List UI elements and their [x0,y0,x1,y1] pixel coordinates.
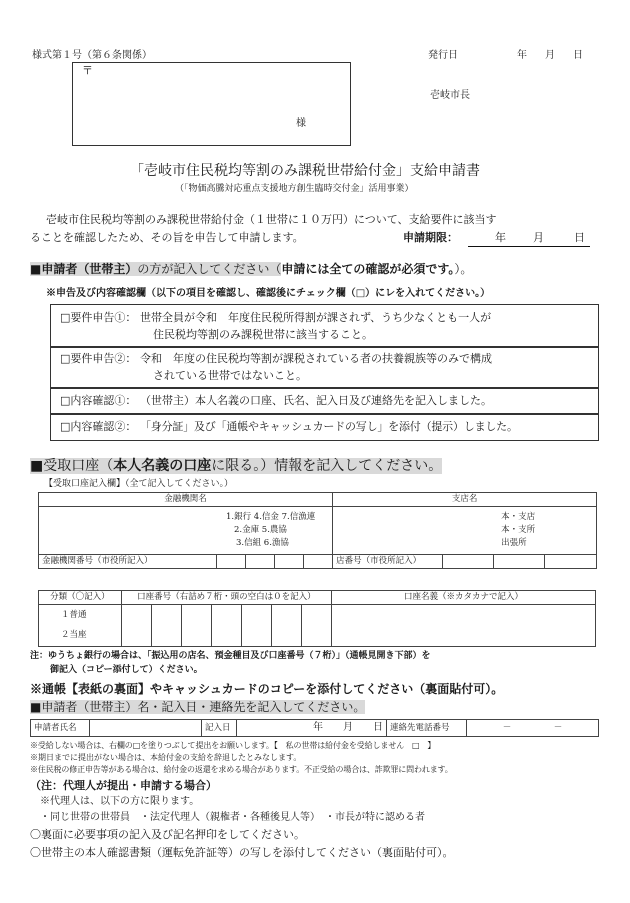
issue-day: 日 [573,50,583,61]
bank-code-digit[interactable] [275,554,304,568]
account-digit[interactable] [241,605,271,647]
proxy-req-1: 〇裏面に必要事項の記入及び記名押印をしてください。 [30,828,305,841]
account-digit[interactable] [271,605,301,647]
account-holder-input[interactable] [331,605,595,647]
section1-heading-b: の方が記入してください（ [137,262,282,276]
account-digit[interactable] [121,605,151,647]
issue-month: 月 [545,50,555,61]
bank-type-line: 1.銀行 4.信金 7.信漁連 [226,511,316,522]
date-label: 記入日 [202,720,237,737]
requirement-1-text: 世帯全員が令和 年度住民税所得割が課されず、うち少なくとも一人が [140,311,492,324]
account-number-header: 口座番号（右詰め７桁・頭の空白は０を記入） [121,591,331,605]
requirement-1-text-2: 住民税均等割のみ課税世帯に該当すること。 [153,328,373,341]
date-month: 月 [343,721,353,733]
deadline-month: 月 [533,231,544,244]
applicant-name-input[interactable] [90,720,202,737]
mayor-label: 壱岐市長 [430,90,470,101]
form-number: 様式第１号（第６条関係） [32,50,152,61]
section1-heading-c: 申請には全ての確認が必須です。 [281,262,455,276]
account-holder-header: 口座名義（※カタカナで記入） [331,591,595,605]
account-digit[interactable] [301,605,331,647]
bank-table [38,492,597,569]
section2-sub: 【受取口座記入欄】（全て記入してください。） [44,479,234,489]
section2-heading [30,458,442,476]
account-type-current[interactable]: ２当座 [39,626,122,647]
account-type-header: 分類（〇記入） [39,591,122,605]
section1-heading-d: ）。 [454,262,473,276]
bank-code-digit[interactable] [217,554,246,568]
proxy-types: ・同じ世帯の世帯員 ・法定代理人（親権者・各種後見人等） ・市長が特に認める者 [40,812,425,823]
deadline-day: 日 [574,231,585,244]
confirmation-2-label: □内容確認②： [60,420,137,433]
applicant-table [30,719,599,737]
phone-label: 連絡先電話番号 [387,720,467,737]
confirmation-1-label: □内容確認①： [60,394,137,407]
branch-code-digit[interactable] [494,554,545,568]
section1-heading [30,262,472,277]
decline-note: ※受給しない場合は、右欄の□を塗りつぶして提出をお願いします。【 私の世帯は給付金を受給しません □ 】 [30,741,436,750]
requirement-2-label: □要件申告②： [60,352,137,365]
refund-note: ※住民税の修正申告等がある場合は、給付金の返還を求める場合があります。不正受給の場合は、詐欺罪に問われます。 [30,765,453,774]
branch-type-line: 出張所 [501,537,527,548]
document-title: 「壱岐市住民税均等割のみ課税世帯給付金」支給申請書 [130,163,480,179]
date-year: 年 [313,721,323,733]
copy-note: ※通帳【表紙の裏面】やキャッシュカードのコピーを添付してください（裏面貼付可）。 [30,682,504,696]
requirement-1-label: □要件申告①： [60,311,137,324]
requirement-2-text: 令和 年度の住民税均等割が課税されている者の扶養親族等のみで構成 [140,352,492,365]
account-digit[interactable] [211,605,241,647]
branch-type-line: 本・支店 [501,511,536,522]
section2-heading-a: ■受取口座（ [30,458,114,474]
issue-year: 年 [517,50,527,61]
intro-line-2: ることを確認したため、その旨を申告して申請します。 [30,231,304,244]
issue-date-label: 発行日 [428,50,458,61]
phone-input[interactable]: － － [467,720,599,737]
section3-heading: ■申請者（世帯主）名・記入日・連絡先を記入してください。 [30,700,366,714]
bank-name-header: 金融機関名 [39,493,333,507]
applicant-name-label: 申請者氏名 [31,720,90,737]
yucho-note-1: 注：ゆうちょ銀行の場合は、「振込用の店名、預金種目及び口座番号（７桁）」（通帳見開き下部）を [30,651,431,661]
bank-name-input[interactable] [39,506,333,554]
proxy-req-2: 〇世帯主の本人確認書類（運転免許証等）の写しを添付してください（裏面貼付可）。 [30,846,454,859]
address-box [72,62,351,146]
branch-name-input[interactable] [333,506,597,554]
branch-code-label: 店番号（市役所記入） [333,554,443,568]
intro-line-1: 壱岐市住民税均等割のみ課税世帯給付金（１世帯に１０万円）について、支給要件に該当す [46,213,497,226]
yucho-note-2: 御記入（コピー添付して）ください。 [50,665,203,675]
date-input[interactable] [237,720,387,737]
postal-mark: 〒 [82,64,93,77]
bank-code-digit[interactable] [304,554,333,568]
requirement-2-text-2: されている世帯ではないこと。 [153,369,307,382]
bank-type-line: 3.信組 6.漁協 [236,537,289,548]
account-digit[interactable] [151,605,181,647]
account-digit[interactable] [181,605,211,647]
section2-heading-c: に限る。）情報を記入してください。 [211,458,443,474]
bank-type-line: 2.金庫 5.農協 [234,524,287,535]
bank-code-label: 金融機関番号（市役所記入） [39,554,217,568]
honorific: 様 [296,118,306,129]
section2-heading-b: 本人名義の口座 [113,458,212,474]
bank-code-digit[interactable] [246,554,275,568]
deadline-note: ※期日までに提出がない場合は、本給付金の支給を辞退したとみなします。 [30,753,302,762]
branch-name-header: 支店名 [333,493,597,507]
deadline-label: 申請期限： [403,231,458,244]
branch-code-digit[interactable] [545,554,597,568]
deadline-underline [468,246,590,247]
section1-note: ※申告及び内容確認欄（以下の項目を確認し、確認後にチェック欄（□）にレを入れてください。） [46,288,491,299]
confirmation-2-text: 「身分証」及び「通帳やキャッシュカードの写し」を添付（提示）しました。 [140,420,518,433]
branch-type-line: 本・支所 [501,524,536,535]
document-subtitle: （「物価高騰対応重点支援地方創生臨時交付金」活用事業） [175,184,414,194]
deadline-year: 年 [495,231,506,244]
proxy-heading: （注：代理人が提出・申請する場合） [30,779,217,792]
date-day: 日 [373,721,383,733]
proxy-limit: ※代理人は、以下の方に限ります。 [40,796,200,807]
account-table [38,590,596,647]
account-type-ordinary[interactable]: １普通 [39,605,122,626]
section1-heading-a: ■申請者（世帯主） [30,262,138,276]
branch-code-digit[interactable] [443,554,494,568]
confirmation-1-text: （世帯主）本人名義の口座、氏名、記入日及び連絡先を記入しました。 [140,394,492,407]
